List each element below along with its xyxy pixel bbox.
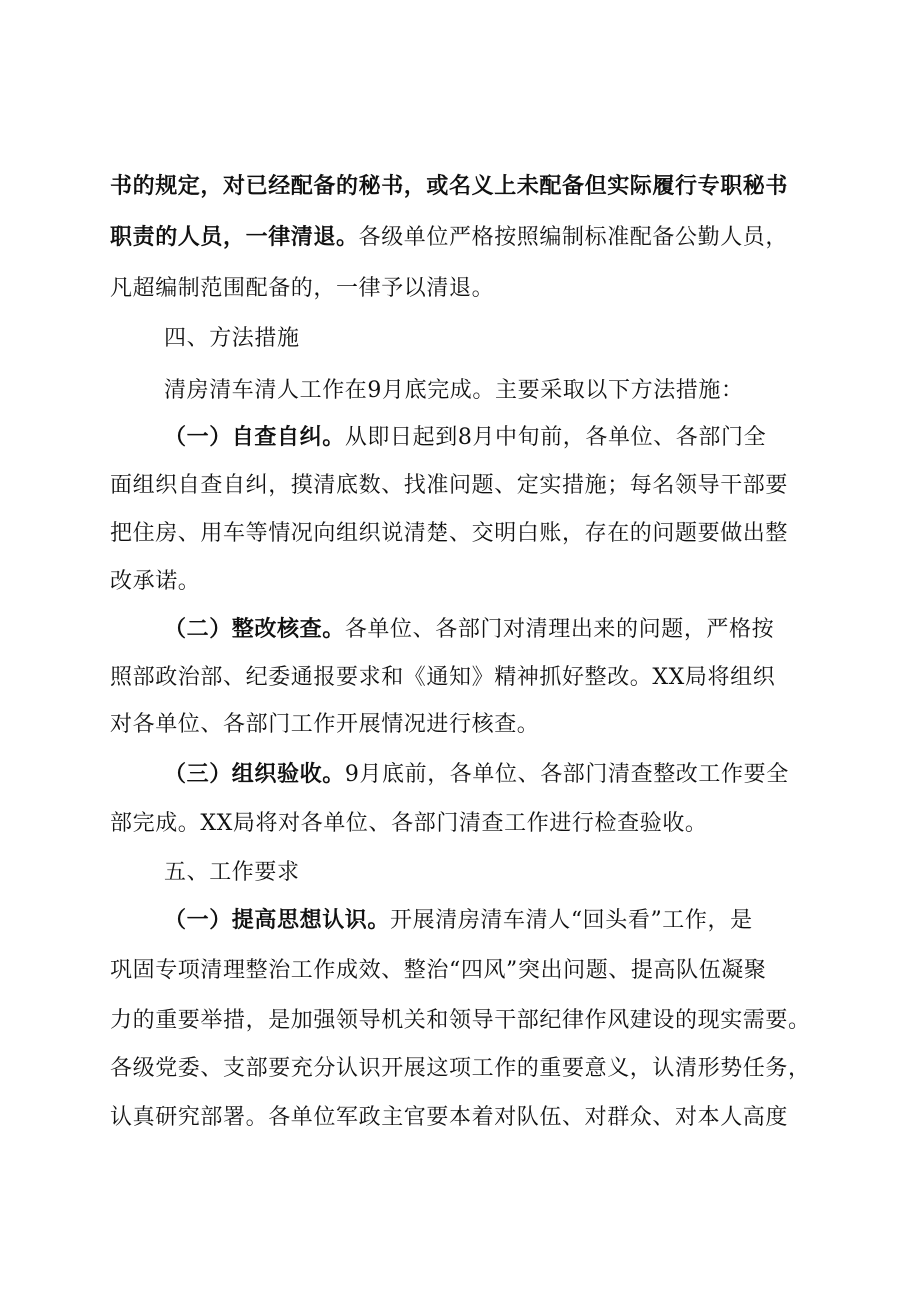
- body-text: 照部政治部、纪委通报要求和《通知》精神抓好整改。XX局将组织: [110, 665, 776, 690]
- paragraph-line: [110, 273, 920, 304]
- body-text: 巩固专项清理整治工作成效、整治“四风”突出问题、提高队伍凝聚: [110, 958, 767, 983]
- paragraph-line: [164, 614, 920, 645]
- body-text: 对各单位、各部门工作开展情况进行核查。: [110, 712, 540, 737]
- paragraph-line: [110, 518, 920, 549]
- paragraph-line: [164, 375, 920, 406]
- section-heading: 五、工作要求: [164, 860, 300, 885]
- body-text: 各级单位严格按照编制标准配备公勤人员，: [358, 225, 789, 250]
- paragraph-line: [110, 470, 920, 501]
- body-text: 开展清房清车清人“回头看”工作，是: [390, 908, 753, 933]
- paragraph-line: [110, 566, 920, 597]
- paragraph-line: [164, 759, 920, 790]
- bold-text: 职责的人员，一律清退。: [110, 224, 359, 250]
- paragraph-line: [110, 222, 920, 253]
- paragraph-line: [110, 1005, 920, 1036]
- paragraph-line: [110, 808, 920, 839]
- body-text: 凡超编制范围配备的，一律予以清退。: [110, 276, 495, 301]
- body-text: 面组织自查自纠，摸清底数、找准问题、定实措施；每名领导干部要: [110, 473, 789, 498]
- paragraph-line: [110, 662, 920, 693]
- body-text: 改承诺。: [110, 569, 201, 594]
- bold-text: （三）组织验收。: [164, 761, 345, 787]
- body-text: 各级党委、支部要充分认识开展这项工作的重要意义，认清形势任务，: [110, 1056, 811, 1081]
- paragraph-line: [164, 422, 920, 453]
- bold-text: 书的规定，对已经配备的秘书，或名义上未配备但实际履行专职秘书: [110, 173, 789, 199]
- section-heading: 四、方法措施: [164, 326, 300, 351]
- body-text: 清房清车清人工作在9月底完成。主要采取以下方法措施：: [164, 378, 744, 403]
- body-text: 力的重要举措，是加强领导机关和领导干部纪律作风建设的现实需要。: [110, 1008, 811, 1033]
- body-text: 部完成。XX局将对各单位、各部门清查工作进行检查验收。: [110, 811, 708, 836]
- bold-text: （一）自查自纠。: [164, 424, 345, 450]
- body-text: 各单位、各部门对清理出来的问题，严格按: [344, 617, 775, 642]
- bold-text: （一）提高思想认识。: [164, 907, 391, 933]
- body-text: 9月底前，各单位、各部门清查整改工作要全: [344, 762, 789, 787]
- body-text: 认真研究部署。各单位军政主官要本着对队伍、对群众、对本人高度: [110, 1105, 789, 1130]
- body-text: 从即日起到8月中旬前，各单位、各部门全: [344, 425, 767, 450]
- paragraph-line: [110, 955, 920, 986]
- paragraph-line: [110, 171, 920, 202]
- paragraph-line: [164, 905, 920, 936]
- body-text: 把住房、用车等情况向组织说清楚、交明白账，存在的问题要做出整: [110, 521, 789, 546]
- paragraph-line: [110, 1053, 920, 1084]
- bold-text: （二）整改核查。: [164, 616, 345, 642]
- paragraph-line: [110, 709, 920, 740]
- paragraph-line: [110, 1102, 920, 1133]
